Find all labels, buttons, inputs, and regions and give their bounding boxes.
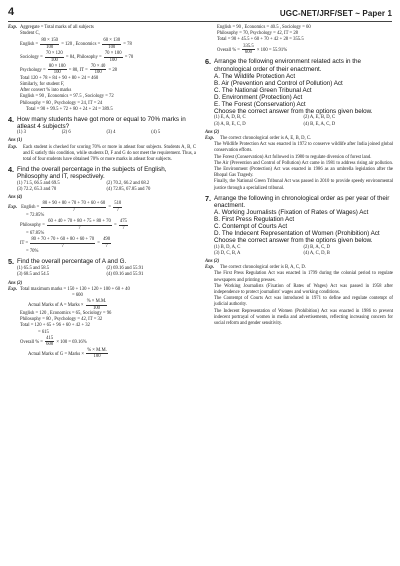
exp-line: Total 120 + 78 + 84 + 90 + 80 + 24 = 460 [20,75,99,81]
option[interactable]: (2) 69.16 and 55.91 [106,266,144,272]
exp-line: = 72.85% [26,212,45,218]
exp-para: The Contempt of Courts Act was introduced in 1971 to define and regulate contempt of judicial authority. [214,296,393,308]
list-item: A. The Wildlife Protection Act [214,72,296,80]
page-number: 4 [8,6,15,19]
options [205,251,393,257]
left-column: Exp. Aggregate = Total marks of all subjects Student C, English = $\frac{80 \times 150}{100}$ = 120 , Economics = $\frac{60 \times 130}{100}$ = 78 Sociology = $\frac{70 \times 120}{100}$ = 84, Philosophy = $\frac{70 \times 100}{100}$ = 70 Psychology = $\frac{80 \times 100}{100}$ = 80, IT = $\frac{70 \times 40}{100}$ = 28 Total 120 + 78 + 84 + 90 + 80 + 24 = 460 Similarly, for student F, After convert % into marks English = 90 , Economics = 97.5 , Sociology = 72 Philosophy = 80 , Psychology = 24, IT = 24 Total = 90 + 99.5 + 72 + 80 + 24 + 24 = 389.5 4. How many students have got more or equal to 70% marks in atleast 4 subjects? (1) 3 (2) 6 (3) 4 (4) 5 Ans (1) Exp. Each student is checked for scoring 70% or more in atleast four subjects. Students A, B, C and E satisfy this condition, while students D, F and G do not meet the requirement. Thus, a total of four students have obtained 70% or more marks in atleast four subjects. 4. Find the overall percentage in the subjects of English, Philosophy and IT, respectively. (1) 71.5, 66.5 and 69.5 (2) 70.2, 66.2 and 68.2 (3) 72.2, 65.3 and 70 (4) 72.85, 67.85 and 70 Ans (4) Exp. English = $\frac{80 + 90 + 80 + 70 + 70 + 60 + 60}{7}$ = $\frac{510}{7}$ = 72.85% Philosophy = $\frac{60 + 40 + 70 + 80 + 75 + 80 + 70}{7}$ = $\frac{475}{7}$ = 67.85% IT = $\frac{80 + 70 + 70 + 60 + 80 + 60 + 70}{7}$ = $\frac{490}{7}$ = 70% 5. Find the overall percentage of A and G. (1) 65.5 and 58.5 (2) 69.16 and 55.91 (3) 68.5 and 54.5 (4) 69.16 and 55.91 Ans (2) Exp. Total maximum marks = 150 + 130 + 120 + 100 + 60 + 40 = 600 Actual Marks of A = Marks × $\frac{\% \times M.M.}{100}$ English = 120 , Economics = 65, Sociology = 96 Philosophy = 80 , Psychology = 42, IT = 32 Total = 120 + 65 + 96 + 60 + 42 + 32 = 615 Overall % = $\frac{415}{600}$ × 100 = 69.16% Actual Marks of G = Marks × $\frac{\% \times M.M.}{100}$ [8,25,196,360]
exp-line: Total = 90 + 45.5 + 60 + 70 + 42 + 28 = 355.5 [217,37,304,43]
option[interactable]: (1) B, D, A, C [214,244,241,250]
answer: Ans (2) [8,280,23,286]
calc-row: English = $\frac{80 \times 150}{100}$ = 120 , Economics = $\frac{60 \times 130}{100}$ = 78 [20,38,132,50]
option[interactable]: (2) 70.2, 66.2 and 68.2 [106,180,150,186]
answer: Ans (2) [205,258,220,264]
exp-line: Philosophy = 70, Psychology = 42, IT = 28 [217,31,299,37]
exp-line: Total = 90 + 99.5 + 72 + 80 + 24 + 24 = 389.5 [26,106,113,112]
question-5: 5. Find the overall percentage of A and G. [8,257,127,267]
exp-line: = 70% [26,248,39,254]
options [8,272,196,278]
question-4: 4. How many students have got more or equal to 70% marks in atleast 4 subjects? [8,116,196,130]
question-6: 6. Arrange the following environment related acts in the chronological order of their enactment. [205,58,393,72]
calc-row: Sociology = $\frac{70 \times 120}{100}$ = 84, Philosophy = $\frac{70 \times 100}{100}$ = 70 [20,51,134,63]
exp-line: = 600 [72,293,83,298]
answer: Ans (1) [8,138,23,144]
explanation: Exp. The correct chronological order is A, E, B, D, C. [205,135,312,141]
calc-row: Philosophy = $\frac{60 + 40 + 70 + 80 + 75 + 80 + 70}{7}$ = $\frac{475}{7}$ [20,219,127,231]
exp-line: Total = 120 + 65 + 96 + 60 + 42 + 32 [20,323,90,329]
calc-row: Psychology = $\frac{80 \times 100}{100}$ = 80, IT = $\frac{70 \times 40}{100}$ = 28 [20,64,118,76]
option[interactable]: (3) A, B, E, C, D [214,121,246,127]
page-title: UGC-NET/JRF/SET ~ Paper 1 [279,9,392,19]
answer: Ans (4) [8,194,23,200]
exp-line: = 615 [38,329,49,335]
exp-line: English = 90 , Economics = 40.5 , Sociology = 60 [217,25,311,30]
exp-line: Philosophy = 80 , Psychology = 42, IT = 32 [20,317,103,323]
right-column [205,25,393,327]
question-4b: 4. Find the overall percentage in the subjects of English, Philosophy and IT, respectively. [8,166,196,180]
option[interactable]: (2) B, A, C, D [303,244,330,250]
option[interactable]: (4) 69.16 and 55.91 [106,272,144,278]
list-item: B. Air (Prevention and Control of Pollution) Act [214,79,343,87]
option[interactable]: (2) 6 [61,130,71,136]
option[interactable]: (1) 71.5, 66.5 and 69.5 [17,180,60,186]
exp-para: The Wildlife Protection Act was enacted in 1972 to conserve wildlife after India joined global conservation efforts. [214,142,393,154]
option[interactable]: (4) 72.85, 67.85 and 70 [106,186,151,192]
calc-row: Actual Marks of A = Marks × $\frac{\% \times M.M.}{100}$ [28,299,107,311]
list-item: D. The Indecent Representation of Women (Prohibition) Act [214,230,380,238]
exp-para: The Air (Prevention and Control of Pollution) Act came in 1981 to address rising air pollution. The Environment (Protection) Act was enacted in 1986 as an umbrella legislation after the Bhopal Gas Tragedy. [214,160,393,179]
calc-row: Overall % = $\frac{415}{600}$ × 100 = 69.16% [20,335,87,348]
exp-line: = 67.85% [26,230,45,236]
option[interactable]: (4) 5 [151,130,161,136]
exp-line: English = 120 , Economics = 65, Sociology = 96 [20,311,112,317]
exp-line: English = 90 , Economics = 97.5 , Sociology = 72 [20,94,114,100]
options [8,187,196,193]
exp-intro: Aggregate = Total marks of all subjects [20,25,94,30]
list-item: D. Environment (Protection) Act [214,93,303,101]
option[interactable]: (1) 3 [17,130,26,136]
option[interactable]: (3) D, C, B, A [214,250,241,256]
question-7: 7. Arrange the following in chronological order as per year of their enactment. [205,195,393,209]
choose-text: Choose the correct answer from the options given below. [214,108,373,116]
list-item: A. Working Journalists (Fixation of Rates of Wages) Act [214,208,369,216]
exp-para: The Forest (Conservation) Act followed in 1980 to regulate diversion of forest land. [214,154,372,160]
list-item: B. First Press Regulation Act [214,216,295,224]
option[interactable]: (2) A, E, B, D, C [303,115,336,121]
question-text: Find the overall percentage in the subjects of English, Philosophy and IT, respectively. [17,166,167,181]
exp-line: Student C, [20,31,40,37]
question-text: How many students have got more or equal to 70% marks in atleast 4 subjects? [17,116,186,131]
options [205,122,393,128]
list-item: C. Contempt of Courts Act [214,223,288,231]
question-text: Find the overall percentage of A and G. [17,258,127,266]
exp-para: The First Press Regulation Act was enacted in 1799 during the colonial period to regulate newspapers and printing presses. [214,271,393,283]
option[interactable]: (3) 4 [106,130,116,136]
list-item: E. The Forest (Conservation) Act [214,101,306,109]
exp-line: Similarly, for student F, [20,82,65,88]
answer: Ans (2) [205,129,220,135]
exp-para: Finally, the National Green Tribunal Act was passed in 2010 to provide speedy environmental justice through a specialized tribunal. [214,179,393,191]
explanation: Exp. The correct chronological order is B, A, C, D. [205,265,306,271]
explanation: Exp. Each student is checked for scoring 70% or more in atleast four subjects. Students A, B, C and E satisfy this condition, while students D, F and G do not meet the requirement. Thus, a total of four students have obtained 70% or more marks in atleast four subjects. [8,144,196,163]
list-item: C. The National Green Tribunal Act [214,86,312,94]
exp-line: Exp. Total maximum marks = 150 + 130 + 120 + 100 + 60 + 40 [8,286,130,292]
exp-line: Philosophy = 80 , Psychology = 24, IT = 24 [20,100,103,106]
exp-para: The Working Journalists (Fixation of Rates of Wages) Act was passed in 1958 after independence to protect journalists' wages and working conditions. [214,283,393,295]
page-header [8,6,392,20]
header-rule [8,21,392,22]
question-text: Arrange the following environment related acts in the chronological order of their enactment. [214,58,362,73]
option[interactable]: (4) B, E, A, C, D [303,121,336,127]
choose-text: Choose the correct answer from the options given below. [214,237,373,245]
calc-row: Actual Marks of G = Marks × $\frac{\% \times M.M.}{100}$ [28,347,107,360]
options [8,130,196,136]
option[interactable]: (3) 72.2, 65.3 and 70 [17,186,57,192]
calc-row: Overall % = $\frac{335.5}{600}$ × 100 = 55.91% [217,43,288,56]
option[interactable]: (3) 68.5 and 54.5 [17,272,50,278]
option[interactable]: (1) E, A, D, B, C [214,115,246,121]
calc-row: Exp. English = $\frac{80 + 90 + 80 + 70 + 70 + 60 + 60}{7}$ = $\frac{510}{7}$ [8,201,122,213]
exp-line: After convert % into marks [20,88,72,94]
option[interactable]: (4) A, C, D, B [303,250,330,256]
option[interactable]: (1) 65.5 and 58.5 [17,266,50,272]
exp-para: The Indecent Representation of Women (Prohibition) Act was enacted in 1986 to prevent indecent portrayal of women in media and advertisements, reflecting increasing concern for social reform and gender sensitivity. [214,308,393,326]
question-text: Arrange the following in chronological order as per year of their enactment. [214,194,390,209]
calc-row: IT = $\frac{80 + 70 + 70 + 60 + 80 + 60 + 70}{7}$ = $\frac{490}{7}$ [20,237,111,249]
